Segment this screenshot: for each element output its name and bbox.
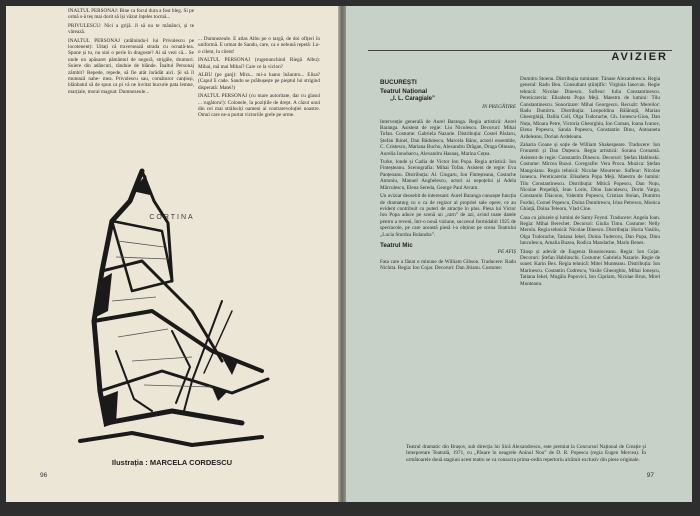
theatre-name: Teatrul Mic — [380, 241, 413, 249]
paragraph: INALTUL PERSONAJ (cu mare autoritate, dar cu glasul ... rugătoru!): Colonele, la pozițiile de drept. A căzut unul din cei mai străluciți oameni ai contrarevoluției noastre. Omul care ne-a purtat victoriile grele pe urme. — [198, 93, 320, 119]
left-page — [6, 6, 338, 502]
right-text-column-1 — [380, 78, 516, 274]
illustration-caption: Ilustrația : MARCELA CORDESCU — [111, 458, 233, 467]
paragraph: Un aviziar deosebit de interesant: Aurel Baranga cunoaște funcția de dramaturg cu o ca de regizor al propriei sale opere, ce au evident contribuit cu puteri de atracție în plus. Piesa lui Victor Ion Popa aduce pe scenă un „rarn” de azi, avind toate datele pentru a reveni, într-o nouă viziune, succesul formidabil 1925 de spectacole, pe care această piesă l-a obținut pe scena Teatrului „Lucia Sturdza Bulandra”. — [380, 193, 516, 238]
theatre-subtitle: „I. L. Caragiale” — [390, 95, 436, 102]
book-gutter — [338, 6, 346, 502]
paragraph: INALTUL PERSONAJ (atâlnindu-l lui Privulescu pe locotenent): Uitați că traversează strada cu ocnată-tea. Spune și tu, nu sini o perie în dragoste? Ai să vezi că... Se unde un apăsaret pământul de negură, strigăle, drumuri. Suiere din adâncuri, rânduie de blânde. Înaltul Personaj zâmbit? Repede, repede, să fie atât înrădăt aici. Și să îl mutează nahe- mea. Privulescu sau, comăturor canțioși, blănbatul să de spun ca pi vâ ne invitat bucurie pata lemne, marțiale, moral magnat: Dumnezeule... — [68, 37, 194, 95]
paragraph: Tânsp și adevăr de Eugenia Busuioceanu. Regia: Ion Cojar. Decoruri: Ștefan Hablinschi. Costume: Gabriela Nazarie. Regie de sunet: Karin Bex. Regia tehnică: Mitei Munteanu. Distribuția: Ion Marinescu. Costantin Codrescu, Vasile Gheorghiu, Mihai Ioneșcu, Tatiana Iekel, Mugăla Popovici, Ion Cipriam, Nicolae Brun, Mirel Munteanu. — [520, 248, 660, 287]
paragraph: INALTUL PERSONAJ: Bine ca focul dura a fost bleg. Si pe ormă s-ă teș mai dorit să își văzut înțeles tocmă... — [68, 8, 194, 21]
paragraph: ALBU (pe ganj): Mira... mi-a luano înăuntru... Elisa? (Capul îi cade. Sandu se prăbușește pe pieptul lui strigind disperată: Matei!) — [198, 72, 320, 91]
paragraph: ... Dumnezeule. E atlas Albu pe o targă, de doi ofițeri în uniformă. E urmat de Sandu, care, ca o nebună repetă: Lu-o cilent, lu cilent! — [198, 36, 320, 55]
paragraph: Casa cu jaluzele și lumini de Samy Feynd. Traducere: Angela Ioan. Regia: Mihai Berechet. Decoruri: Giulia Timu. Costume: Nelly Merola. Regia tehnică: Nicolae Dinescu. Distribuția: Horia Vasiliu, Olga Tudorache, Tatiana Iekel, Doina Tuderoru, Dan Popa, Dinu Ianculescu, Amalia Buzea, Rodica Mandache, Marin Benes. — [520, 214, 660, 247]
city-heading: BUCUREȘTI — [380, 79, 417, 86]
page-number-left: 96 — [40, 472, 48, 479]
curtain-title: CORTINA — [149, 214, 195, 221]
paragraph: Turke, londe și Cadia de Victor Ion Popa. Regia artistică: Ion Finteșteanu. Scenografia: Mihai Tofan. Asistent de regie: Eva Panțeoanu. Distribuția: Al. Giugaru, Ion Finteșteanu, Costache Antoniu, Manuel Anghelescu, actori ai nepoțelui și Adela Mărculescu, Elena Sereda, George Paul Avram. — [380, 159, 516, 191]
theatre-name: Teatrul Național — [380, 88, 428, 96]
section-heading: AVIZIER — [611, 51, 668, 63]
status-label: PE AFIȘ — [497, 249, 516, 256]
right-page — [346, 6, 692, 502]
paragraph: Fata care a fânat o minune de William Gibson. Traducere: Radu Nichita. Regia: Ion Cojar. Decoruri: Dan Jitianu. Costume: — [380, 258, 516, 272]
ink-sketch-illustration — [72, 161, 272, 451]
bottom-note: Teatrul dramatic din Brașov, sub direcția lui Sică Alexandrescu, este premiat la Concursul Național de Creație și Interpretare Teatrală, 1971, cu „Păsare în neagrele Aninul Nou” de D. R. Popescu (regia Eugen Mercea). În următoarele două stagiuni acest teatru se va consacra prima-ordin repertoriu alcătuit exclusiv din piese originale. — [406, 444, 646, 463]
status-label: IN PREGĂTIRE — [482, 104, 516, 111]
paragraph: Dumitru Stoenu. Distribuția ruminate: Tânase Alexandrescu. Regia general: Radu Beu. Consultant științific: Virginia Ianovan. Regie tehnică: Nicolae Dinescu. Sufleur: Iulia Constantinescu. Pereticareria: Elisabeta Popa Meji. Maestru de lumini: Tilu Constantinescu. Sonorizare: Mihai Georgescu. Recuzit: Mereilor: Radu Dumitru. Distribuția: Leopoldina Bălănuță, Marian Gheorghiță, Dalila Coll, Olga Tudorache, Gh. Ionescu-Gion, Dan Nuțu, Mioara Petre, Victoria Gheorghiu, Ion Coman, Ioana Ivanov, Elena Popescu, Sanda Popescu, Constantin Dinu, Antoaneta Ardeleanu, Dorian Ardeleanu. — [520, 76, 660, 140]
paragraph: INALTUL PERSONAJ (rugenunchind Riegă Albu): Mihai, mă mai Mihai? Care ce la viclon? — [198, 57, 320, 70]
left-text-column-2 — [198, 36, 320, 121]
paragraph: Intervenție generală de Aurel Baranga. Regia artistică: Aurel Baranga. Asistent de regie: Liu Nicolescu. Decoruri: Mihai Tofan. Costume: Gabriela Nazarie. Distribuția: Costel Pâslaru, Ștefan Ihinel, Dan Bădulescu, Marcela Bânu, actorii ensemble, C. Cristescu, Mariana Buchu, Alexandru Drăgan, Draga Olteanu, Aurelia Ionobarcu, Alexandru Hasnaș, Marina Coțea. — [380, 118, 516, 157]
paragraph: PRIVULESCU: Nici a grijă. Ji să nu te mânânci, și te vârează. — [68, 22, 194, 36]
paragraph: Zaharia Goane și soție de William Shakespeare. Traducere: Ion Frunzetti și Dan Duțescu. Regia artistică: Sorana Coroamă. Asistent de regie: Constantin Dinescu. Decoruri: Ștefan Hablinski. Costume: Mircea Buzoi. Coregrafie: Vera Proca. Muzica: Ștefan Mangoianu. Regia tehnică: Nicolae Mourerue. Sufleur: Nicolae Ionescu. Pereticareria: Elisabeta Popa Meji. Maestru de lumini: Tilu Constantinescu. Distribuția: Mitică Popescu, Dan Nuțu, Nicolae Prepeliță, Jean Lorin, Dinu Ianculescu, Dorin Varga, Constantin Diaconu, Valentin Popescu, Cristian Stoian, Dumitru Furdui, Cornel Popescu, Doina Dumitrescu, Irina Petrescu, Monica Ghiuță, Doina Teleoru, Vlad Cine. — [520, 142, 660, 213]
left-text-column-1 — [68, 8, 194, 97]
page-number-right: 97 — [646, 472, 654, 479]
right-text-column-2 — [520, 76, 660, 289]
